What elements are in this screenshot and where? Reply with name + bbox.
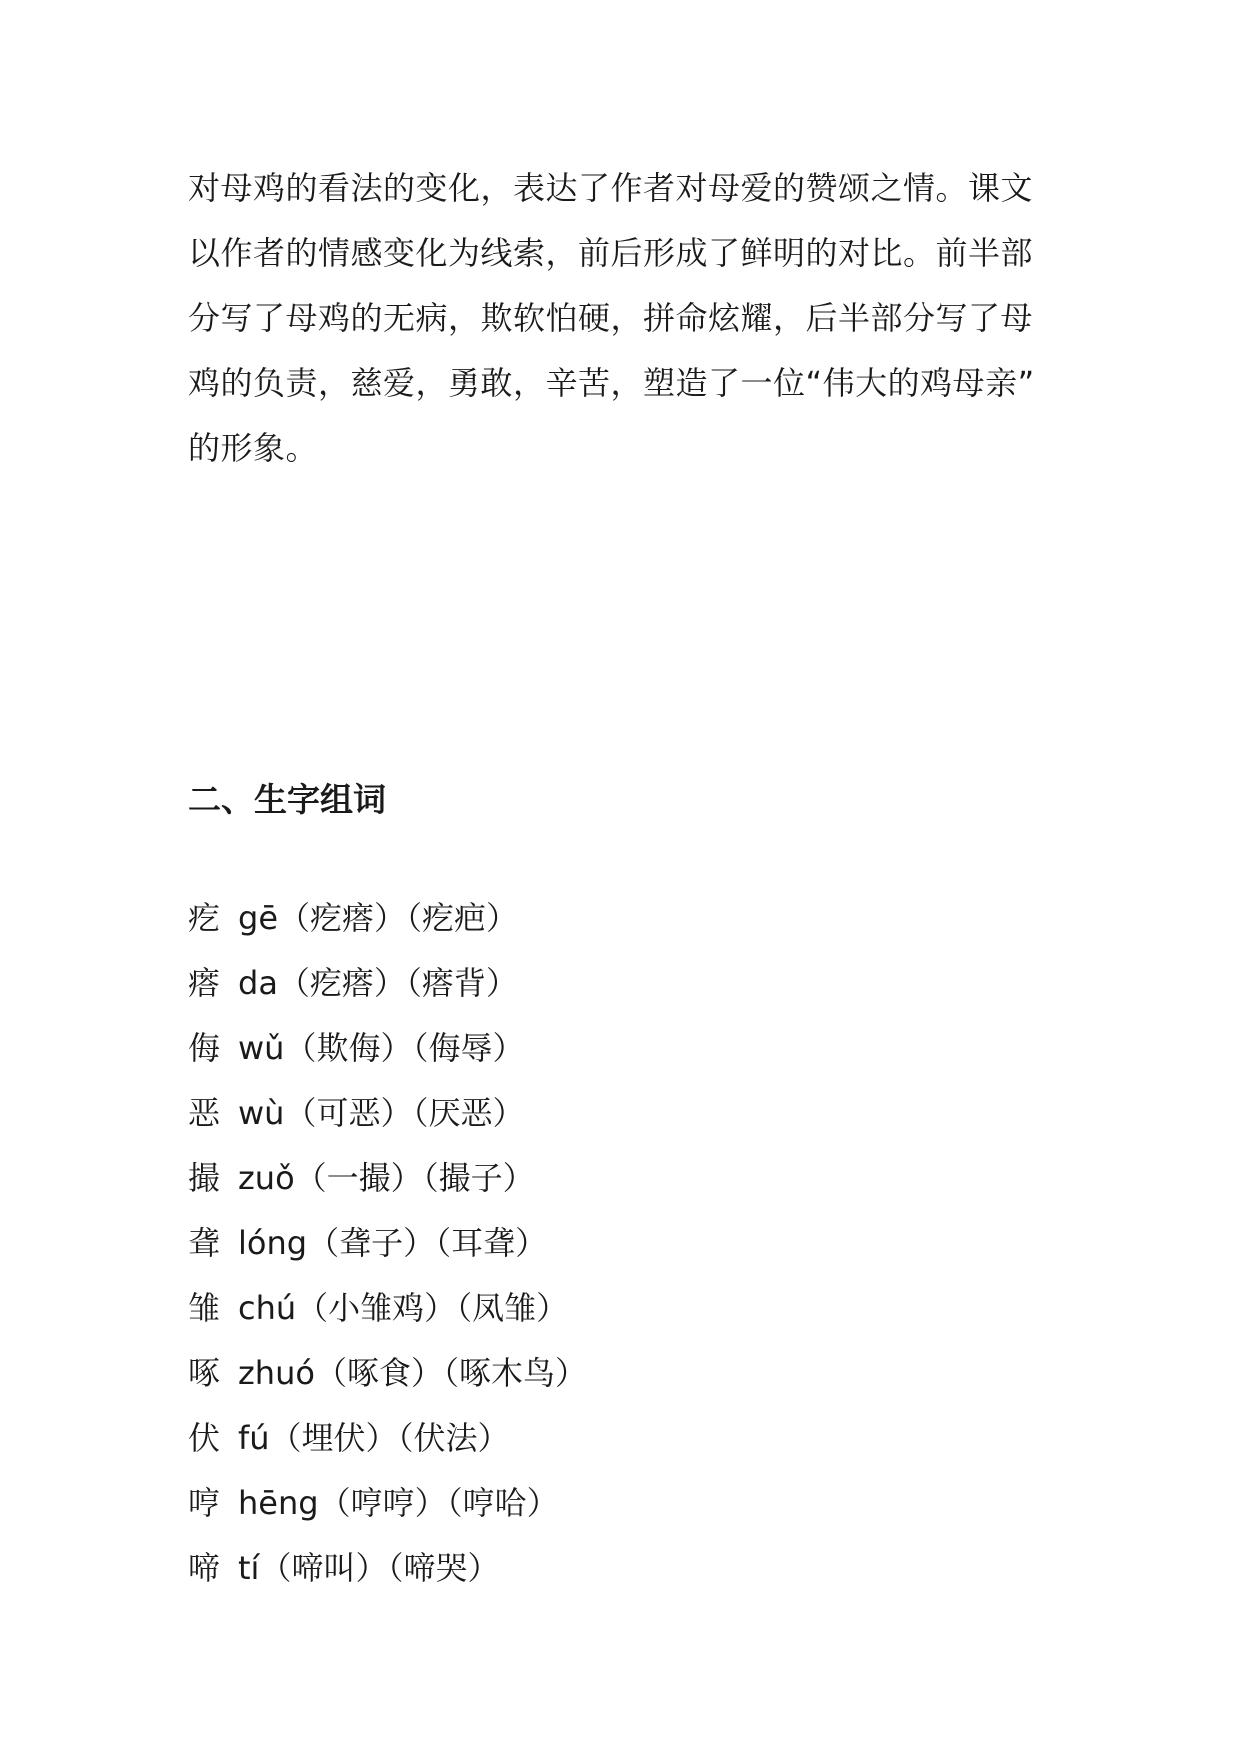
vocab-pinyin: lóng	[238, 1224, 308, 1262]
vocab-words: （哼哼）（哼哈）	[318, 1484, 559, 1522]
vocab-pinyin: fú	[238, 1419, 270, 1457]
vocab-char: 啄	[188, 1354, 221, 1392]
vocab-words: （一撮）（撮子）	[294, 1159, 535, 1197]
vocab-row	[188, 1016, 587, 1081]
vocab-pinyin: gē	[238, 899, 278, 937]
vocab-words: （可恶）（厌恶）	[284, 1094, 525, 1132]
vocab-words: （埋伏）（伏法）	[269, 1419, 510, 1457]
intro-line: 对母鸡的看法的变化，表达了作者对母爱的赞颂之情。课文	[188, 169, 1034, 207]
vocab-row	[188, 1471, 587, 1536]
vocab-char: 疙	[188, 899, 221, 937]
vocab-row	[188, 1276, 587, 1341]
intro-line: 的形象。	[188, 429, 319, 467]
vocab-char: 聋	[188, 1224, 221, 1262]
vocab-row	[188, 1406, 587, 1471]
vocab-pinyin: hēng	[238, 1484, 319, 1522]
vocab-pinyin: wǔ	[238, 1029, 285, 1067]
vocab-pinyin: zhuó	[238, 1354, 315, 1392]
vocab-words: （疙瘩）（瘩背）	[277, 964, 518, 1002]
vocab-pinyin: wù	[238, 1094, 285, 1132]
vocab-char: 瘩	[188, 964, 221, 1002]
section-title: 二、生字组词	[188, 780, 386, 819]
vocab-char: 侮	[188, 1029, 221, 1067]
vocab-row	[188, 1536, 587, 1601]
vocab-char: 伏	[188, 1419, 221, 1457]
intro-line: 分写了母鸡的无病，欺软怕硬，拼命炫耀，后半部分写了母	[188, 299, 1034, 337]
vocab-row	[188, 1081, 587, 1146]
vocab-words: （啄食）（啄木鸟）	[314, 1354, 587, 1392]
vocab-pinyin: tí	[238, 1549, 260, 1587]
vocab-char: 雏	[188, 1289, 221, 1327]
vocab-row	[188, 886, 587, 951]
vocab-char: 恶	[188, 1094, 221, 1132]
vocab-row	[188, 951, 587, 1016]
vocab-pinyin: da	[238, 964, 278, 1002]
vocab-words: （啼叫）（啼哭）	[259, 1549, 500, 1587]
vocab-words: （疙瘩）（疙疤）	[278, 899, 519, 937]
intro-line: 鸡的负责，慈爱，勇敢，辛苦，塑造了一位“伟大的鸡母亲”	[188, 364, 1035, 402]
vocab-words: （欺侮）（侮辱）	[284, 1029, 525, 1067]
vocab-row	[188, 1211, 587, 1276]
intro-line: 以作者的情感变化为线索，前后形成了鲜明的对比。前半部	[188, 234, 1034, 272]
vocab-row	[188, 1146, 587, 1211]
vocab-row	[188, 1341, 587, 1406]
vocab-list	[188, 886, 587, 1601]
vocab-char: 撮	[188, 1159, 221, 1197]
intro-paragraph	[188, 156, 1068, 481]
vocab-char: 哼	[188, 1484, 221, 1522]
vocab-words: （聋子）（耳聋）	[307, 1224, 548, 1262]
vocab-pinyin: chú	[238, 1289, 297, 1327]
vocab-words: （小雏鸡）（凤雏）	[296, 1289, 569, 1327]
vocab-pinyin: zuǒ	[238, 1159, 295, 1197]
vocab-char: 啼	[188, 1549, 221, 1587]
